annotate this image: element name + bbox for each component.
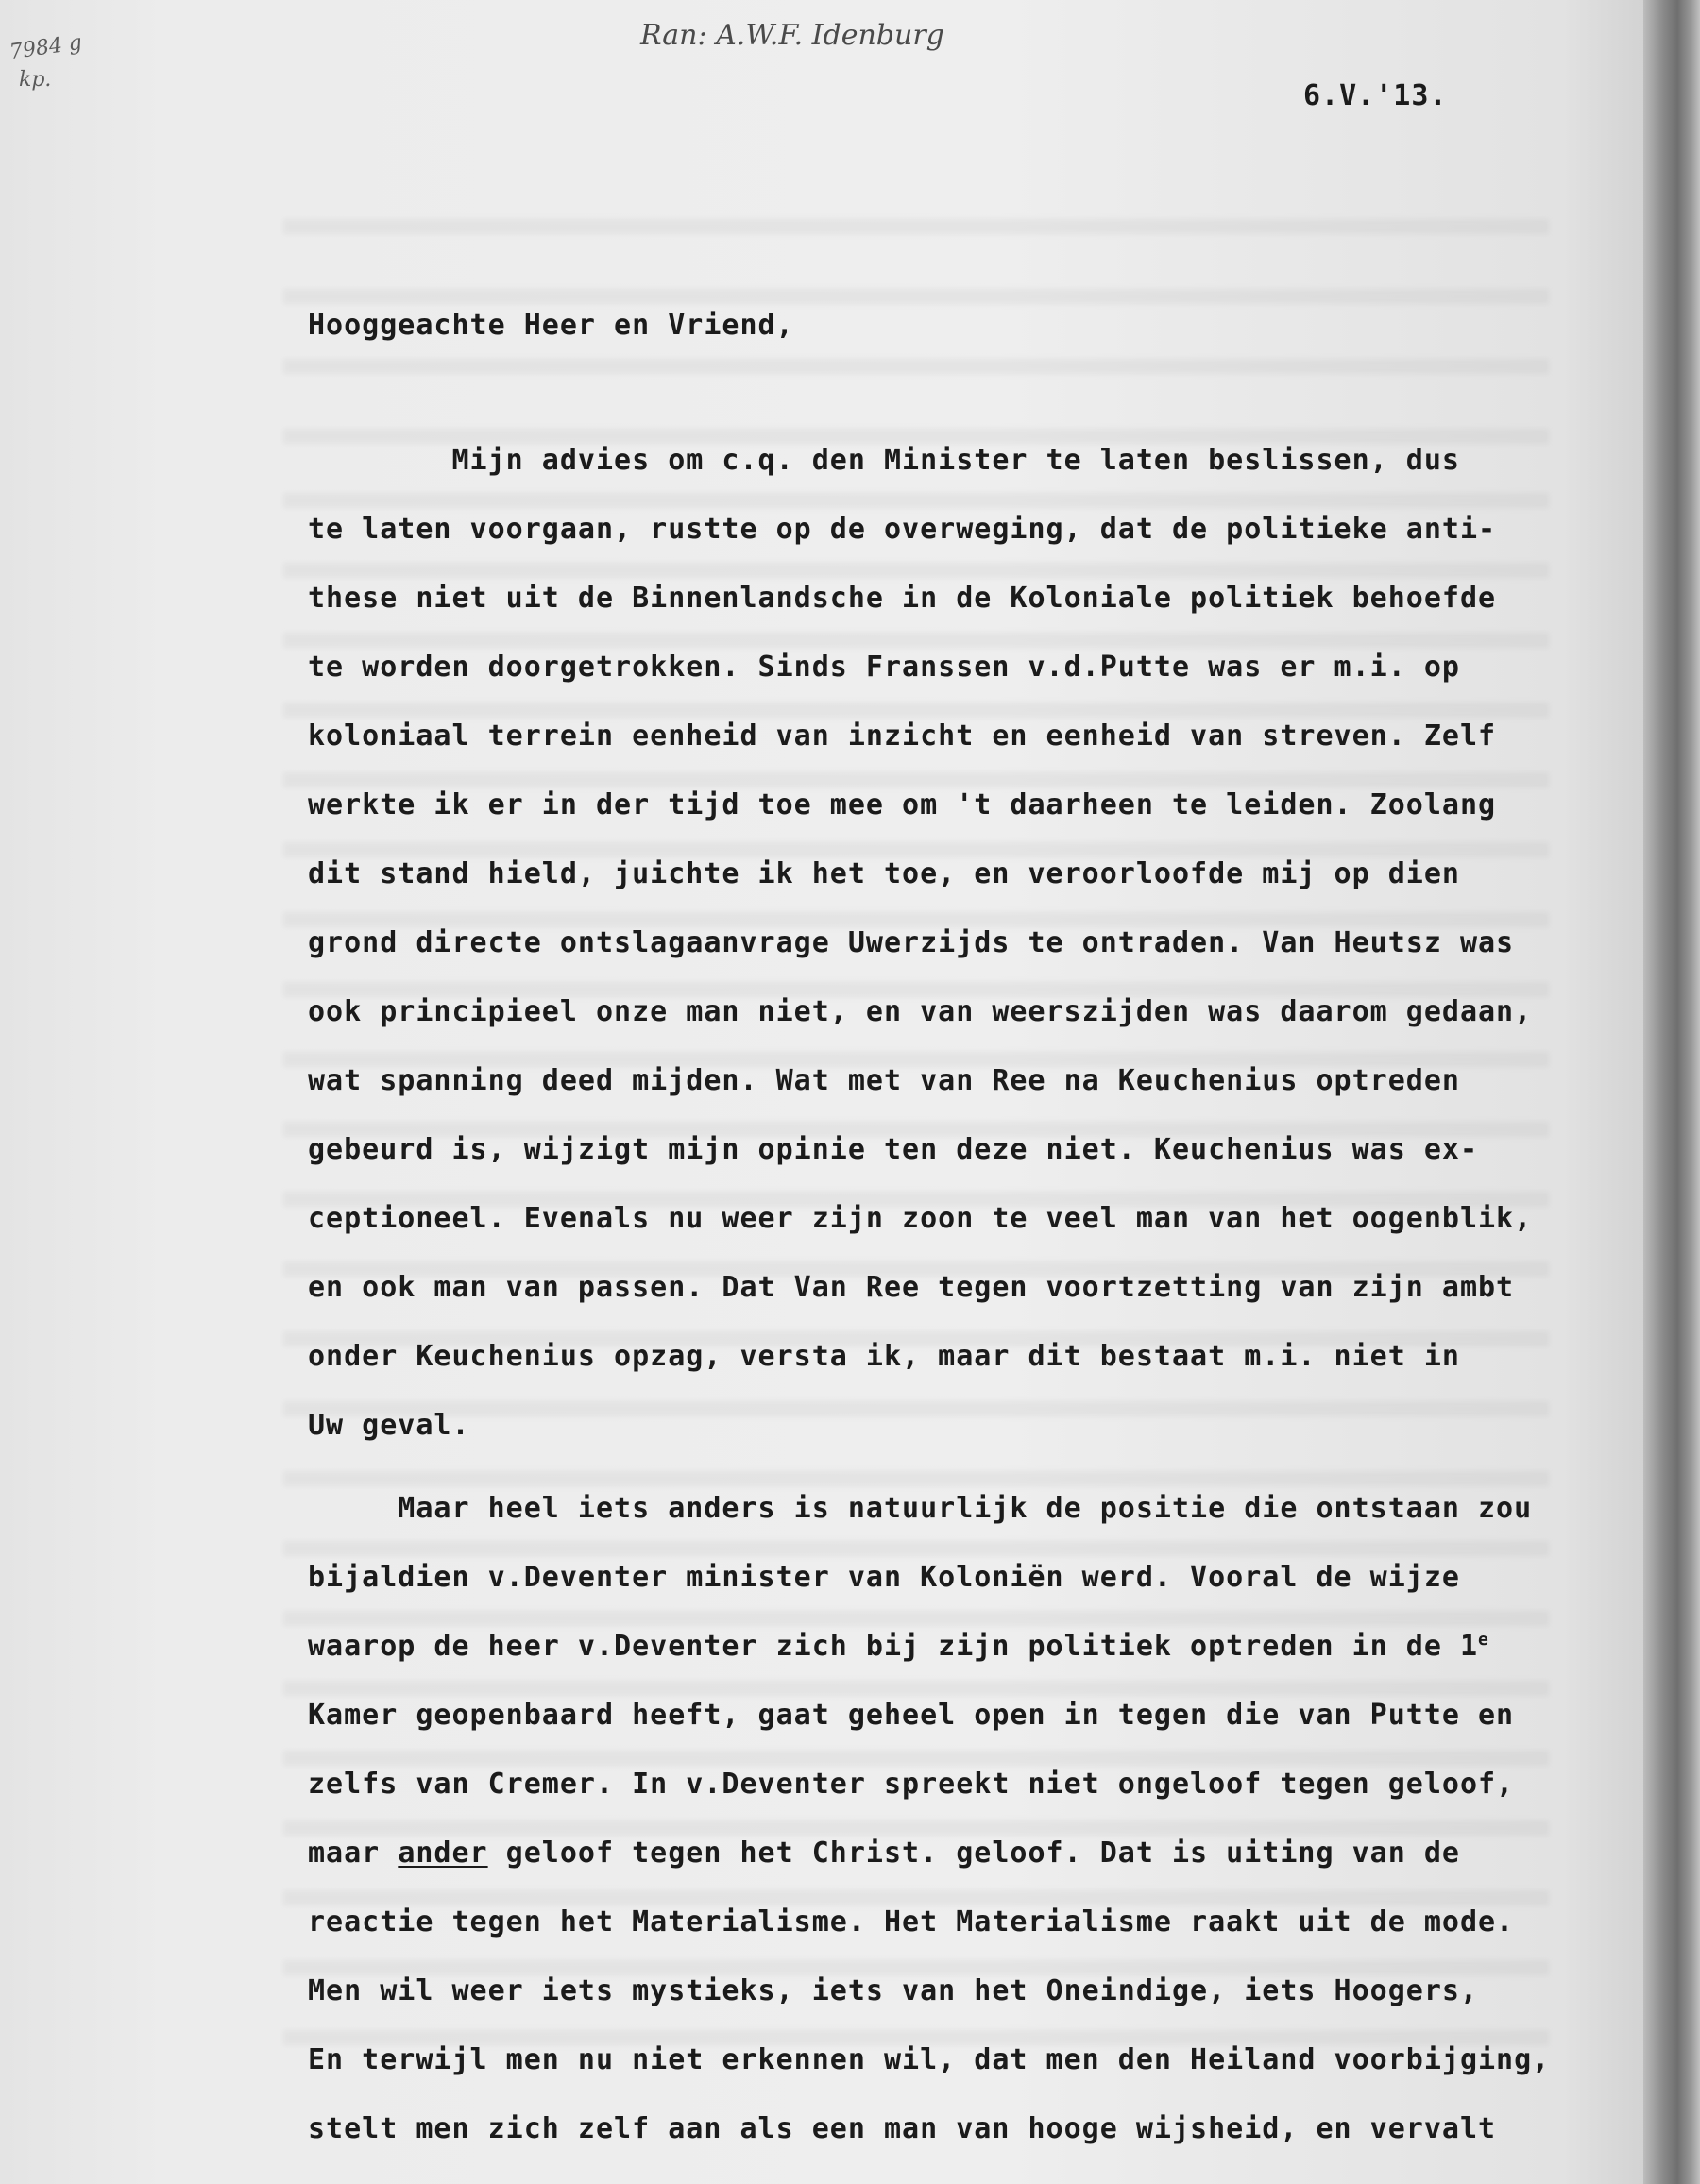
text-line: onder Keuchenius opzag, versta ik, maar dit bestaat m.i. niet in: [308, 1340, 1460, 1373]
archive-number: [6, 30, 100, 102]
text-line: stelt men zich zelf aan als een man van hooge wijsheid, en vervalt: [308, 2112, 1497, 2145]
text-line: grond directe ontslagaanvrage Uwerzijds te ontraden. Van Heutsz was: [308, 926, 1515, 959]
text-line: en ook man van passen. Dat Van Ree tegen voortzetting van zijn ambt: [308, 1271, 1515, 1304]
bleed-through: [283, 219, 1549, 234]
bleed-through: [283, 1820, 1549, 1836]
salutation: Hooggeachte Heer en Vriend,: [308, 309, 794, 342]
text-line: Kamer geopenbaard heeft, gaat geheel open in tegen die van Putte en: [308, 1699, 1515, 1732]
bleed-through: [283, 1960, 1549, 1975]
text-line: [308, 1630, 1489, 1663]
bleed-through: [283, 1471, 1549, 1486]
text-line: Maar heel iets anders is natuurlijk de positie die ontstaan zou: [308, 1492, 1533, 1525]
bleed-through: [283, 842, 1549, 857]
text-line: werkte ik er in der tijd toe mee om 't daarheen te leiden. Zoolang: [308, 788, 1497, 821]
bleed-through: [283, 912, 1549, 927]
bleed-through: [283, 772, 1549, 787]
text-line: dit stand hield, juichte ik het toe, en veroorloofde mij op dien: [308, 857, 1460, 890]
text-line-main: waarop de heer v.Deventer zich bij zijn politiek optreden in de 1: [308, 1630, 1478, 1663]
bleed-through: [283, 1751, 1549, 1766]
text-line: En terwijl men nu niet erkennen wil, dat men den Heiland voorbijging,: [308, 2043, 1551, 2076]
bleed-through: [283, 359, 1549, 374]
bleed-through: [283, 493, 1549, 508]
text-line: zelfs van Cremer. In v.Deventer spreekt niet ongeloof tegen geloof,: [308, 1768, 1515, 1801]
text-line: Men wil weer iets mystieks, iets van het Oneindige, iets Hoogers,: [308, 1974, 1478, 2007]
superscript: e: [1478, 1630, 1489, 1650]
bleed-through: [283, 1890, 1549, 1905]
text-line: reactie tegen het Materialisme. Het Materialisme raakt uit de mode.: [308, 1905, 1515, 1939]
bleed-through: [283, 429, 1549, 444]
page-edge-shadow: [1643, 0, 1700, 2184]
bleed-through: [283, 1401, 1549, 1416]
archive-number-line: kp.: [19, 68, 52, 92]
bleed-through: [283, 703, 1549, 718]
archive-number-line: 7984 g: [8, 30, 84, 65]
text-line: [308, 1837, 1460, 1870]
text-line: Mijn advies om c.q. den Minister te laten beslissen, dus: [308, 444, 1460, 477]
text-line: ook principieel onze man niet, en van weerszijden was daarom gedaan,: [308, 995, 1533, 1028]
bleed-through: [283, 1611, 1549, 1626]
text-line: ceptioneel. Evenals nu weer zijn zoon te veel man van het oogenblik,: [308, 1202, 1533, 1235]
text-line-start: maar: [308, 1837, 399, 1870]
text-line: these niet uit de Binnenlandsche in de Koloniale politiek behoefde: [308, 582, 1497, 615]
underlined-word: ander: [398, 1837, 488, 1870]
text-line: te worden doorgetrokken. Sinds Franssen v.d.Putte was er m.i. op: [308, 651, 1460, 684]
letter-date: 6.V.'13.: [1303, 79, 1448, 112]
text-line: Uw geval.: [308, 1409, 470, 1442]
text-line: gebeurd is, wijzigt mijn opinie ten deze niet. Keuchenius was ex-: [308, 1133, 1478, 1166]
text-line-rest: geloof tegen het Christ. geloof. Dat is uiting van de: [487, 1837, 1460, 1870]
text-line: koloniaal terrein eenheid van inzicht en eenheid van streven. Zelf: [308, 720, 1497, 753]
bleed-through: [283, 1681, 1549, 1696]
text-line: bijaldien v.Deventer minister van Koloniën werd. Vooral de wijze: [308, 1561, 1460, 1594]
handwritten-annotation: Ran: A.W.F. Idenburg: [640, 19, 944, 52]
text-line: te laten voorgaan, rustte op de overweging, dat de politieke anti-: [308, 513, 1497, 546]
bleed-through: [283, 289, 1549, 304]
bleed-through: [283, 633, 1549, 648]
text-line: wat spanning deed mijden. Wat met van Ree na Keuchenius optreden: [308, 1064, 1460, 1097]
bleed-through: [283, 1541, 1549, 1556]
bleed-through: [283, 563, 1549, 578]
